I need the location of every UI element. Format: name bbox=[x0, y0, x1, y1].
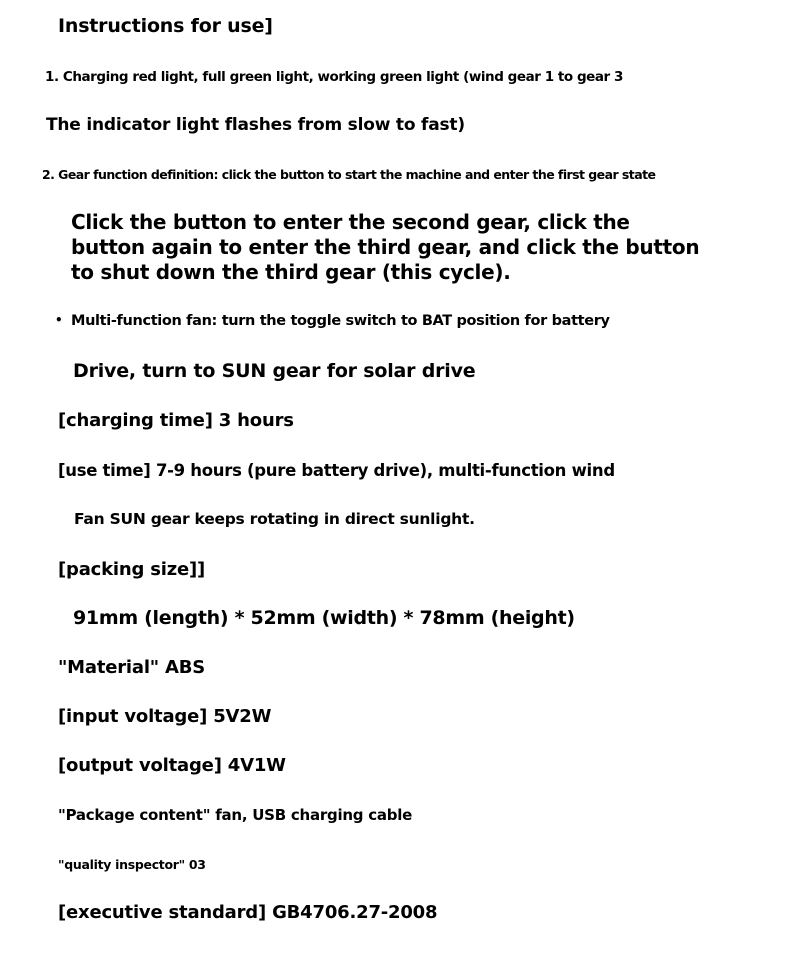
charging-time-line: [charging time] 3 hours bbox=[58, 410, 294, 431]
packing-size-heading: [packing size]] bbox=[58, 559, 206, 580]
gear-definition-line: 2. Gear function definition: click the button to start the machine and enter the first gear state bbox=[42, 167, 656, 182]
gear-cycle-line-3: to shut down the third gear (this cycle). bbox=[71, 260, 511, 284]
toggle-switch-line: Multi-function fan: turn the toggle switch to BAT position for battery bbox=[71, 313, 610, 329]
instructions-heading: Instructions for use] bbox=[58, 15, 273, 37]
output-voltage-line: [output voltage] 4V1W bbox=[58, 755, 286, 776]
gear-cycle-line-1: Click the button to enter the second gear, click the bbox=[71, 210, 630, 234]
solar-drive-line: Drive, turn to SUN gear for solar drive bbox=[73, 360, 476, 382]
packing-size-value: 91mm (length) * 52mm (width) * 78mm (height) bbox=[73, 607, 575, 629]
executive-standard-line: [executive standard] GB4706.27-2008 bbox=[58, 902, 438, 923]
bullet-dot: • bbox=[55, 313, 63, 327]
input-voltage-line: [input voltage] 5V2W bbox=[58, 706, 272, 727]
quality-inspector-line: "quality inspector" 03 bbox=[58, 857, 206, 872]
gear-cycle-line-2: button again to enter the third gear, and click the button bbox=[71, 235, 700, 259]
package-content-line: "Package content" fan, USB charging cable bbox=[58, 806, 413, 824]
use-time-line: [use time] 7-9 hours (pure battery drive), multi-function wind bbox=[58, 461, 615, 480]
sun-gear-line: Fan SUN gear keeps rotating in direct sunlight. bbox=[74, 510, 475, 528]
material-line: "Material" ABS bbox=[58, 657, 206, 678]
indicator-light-line: 1. Charging red light, full green light, working green light (wind gear 1 to gear 3 bbox=[45, 69, 623, 85]
indicator-flash-line: The indicator light flashes from slow to fast) bbox=[46, 115, 465, 135]
